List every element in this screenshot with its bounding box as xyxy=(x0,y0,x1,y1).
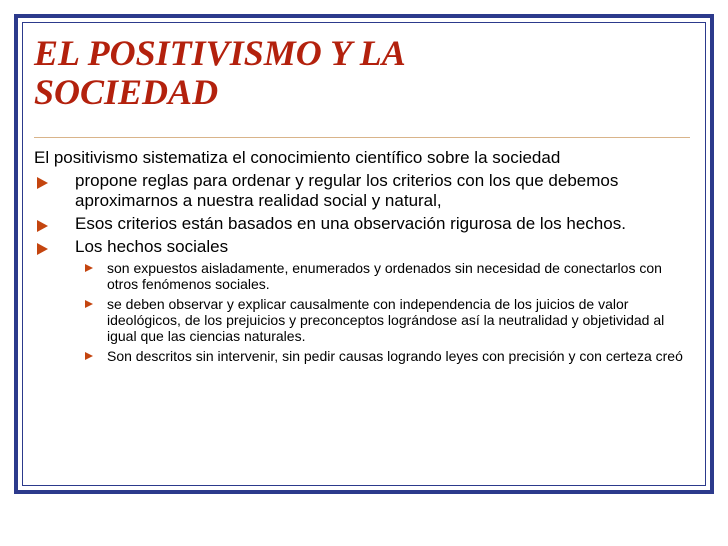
bullet-item xyxy=(34,237,690,257)
slide-title-line-1: EL POSITIVISMO Y LA xyxy=(34,33,406,73)
slide-title-line-2: SOCIEDAD xyxy=(34,72,219,112)
bullet-text: Esos criterios están basados en una observación rigurosa de los hechos. xyxy=(75,214,626,233)
sub-bullet-text: se deben observar y explicar causalmente con independencia de los juicios de valor ideológicos, de los prejuicios y preconceptos lográndose así la neutralidad y objetividad al igual que las ciencias naturales. xyxy=(107,296,665,344)
title-divider xyxy=(34,137,690,138)
bullet-item xyxy=(34,214,690,234)
sub-bullet-text: son expuestos aisladamente, enumerados y ordenados sin necesidad de conectarlos con otros fenómenos sociales. xyxy=(107,260,662,292)
sub-bullet-arrow-icon xyxy=(85,352,93,360)
bullet-arrow-icon xyxy=(37,220,48,232)
sub-bullet-arrow-icon xyxy=(85,300,93,308)
sub-bullet-text: Son descritos sin intervenir, sin pedir causas logrando leyes con precisión y con certeza creó xyxy=(107,348,683,364)
bullet-item xyxy=(34,171,690,211)
sub-bullet-item xyxy=(34,348,690,364)
sub-bullet-item xyxy=(34,260,690,292)
bullet-text: propone reglas para ordenar y regular los criterios con los que debemos aproximarnos a nuestra realidad social y natural, xyxy=(75,171,619,210)
sub-bullet-arrow-icon xyxy=(85,264,93,272)
bullet-arrow-icon xyxy=(37,177,48,189)
sub-bullet-item xyxy=(34,296,690,344)
bullet-text: Los hechos sociales xyxy=(75,237,229,256)
slide-title xyxy=(34,34,654,112)
intro-text: El positivismo sistematiza el conocimiento científico sobre la sociedad xyxy=(34,148,561,167)
slide-body xyxy=(34,148,690,368)
bullet-arrow-icon xyxy=(37,243,48,255)
